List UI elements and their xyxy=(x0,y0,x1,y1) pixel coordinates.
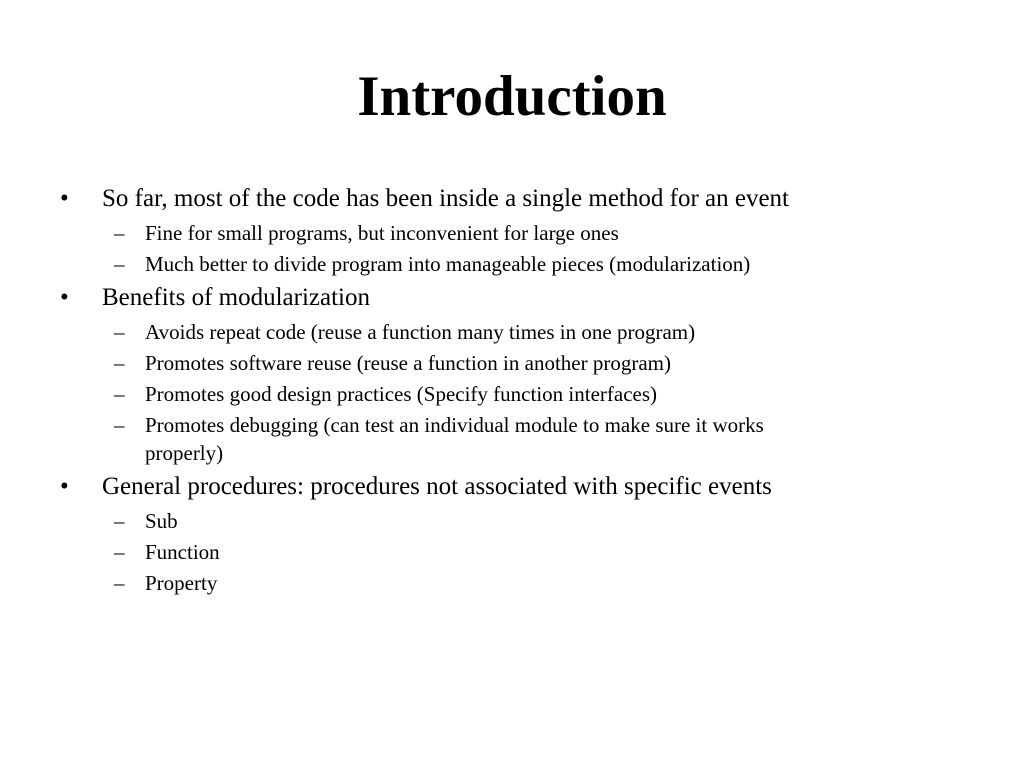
sub-bullet-marker: – xyxy=(114,540,125,564)
sub-bullet-item xyxy=(114,411,918,467)
sub-bullet-marker: – xyxy=(114,509,125,533)
sub-bullet-item xyxy=(114,507,918,535)
bullet-group xyxy=(58,470,918,597)
sub-bullet-text: Promotes good design practices (Specify function interfaces) xyxy=(145,382,658,406)
sub-bullet-marker: – xyxy=(114,382,125,406)
sub-bullet-text: Promotes debugging (can test an individual module to make sure it works properly) xyxy=(145,413,764,465)
bullet-text: So far, most of the code has been inside a single method for an event xyxy=(102,185,789,212)
slide-content xyxy=(58,182,918,600)
sub-bullet-text: Much better to divide program into manageable pieces (modularization) xyxy=(145,252,751,276)
sub-bullet-text: Function xyxy=(145,540,220,564)
bullet-item xyxy=(58,182,918,216)
bullet-text: General procedures: procedures not associated with specific events xyxy=(102,473,772,500)
bullet-item xyxy=(58,470,918,504)
sub-bullet-marker: – xyxy=(114,571,125,595)
bullet-marker: • xyxy=(60,185,69,212)
sub-bullet-marker: – xyxy=(114,221,125,245)
bullet-group xyxy=(58,182,918,278)
sub-bullet-text: Promotes software reuse (reuse a function in another program) xyxy=(145,351,671,375)
sub-bullet-item xyxy=(114,538,918,566)
bullet-text: Benefits of modularization xyxy=(102,284,370,311)
sub-bullet-text: Property xyxy=(145,571,218,595)
sub-bullet-item xyxy=(114,569,918,597)
sub-bullet-item xyxy=(114,349,918,377)
sub-bullet-item xyxy=(114,318,918,346)
sub-bullet-marker: – xyxy=(114,252,125,276)
bullet-item xyxy=(58,281,918,315)
sub-bullet-item xyxy=(114,380,918,408)
bullet-group xyxy=(58,281,918,467)
sub-bullet-text: Fine for small programs, but inconvenient for large ones xyxy=(145,221,619,245)
sub-bullet-text: Sub xyxy=(145,509,178,533)
sub-bullet-text: Avoids repeat code (reuse a function many times in one program) xyxy=(145,320,696,344)
sub-bullet-marker: – xyxy=(114,351,125,375)
bullet-marker: • xyxy=(60,284,69,311)
sub-bullet-item xyxy=(114,250,918,278)
sub-bullet-marker: – xyxy=(114,413,125,437)
sub-bullet-item xyxy=(114,219,918,247)
slide-title: Introduction xyxy=(357,65,667,128)
bullet-marker: • xyxy=(60,473,69,500)
sub-bullet-marker: – xyxy=(114,320,125,344)
